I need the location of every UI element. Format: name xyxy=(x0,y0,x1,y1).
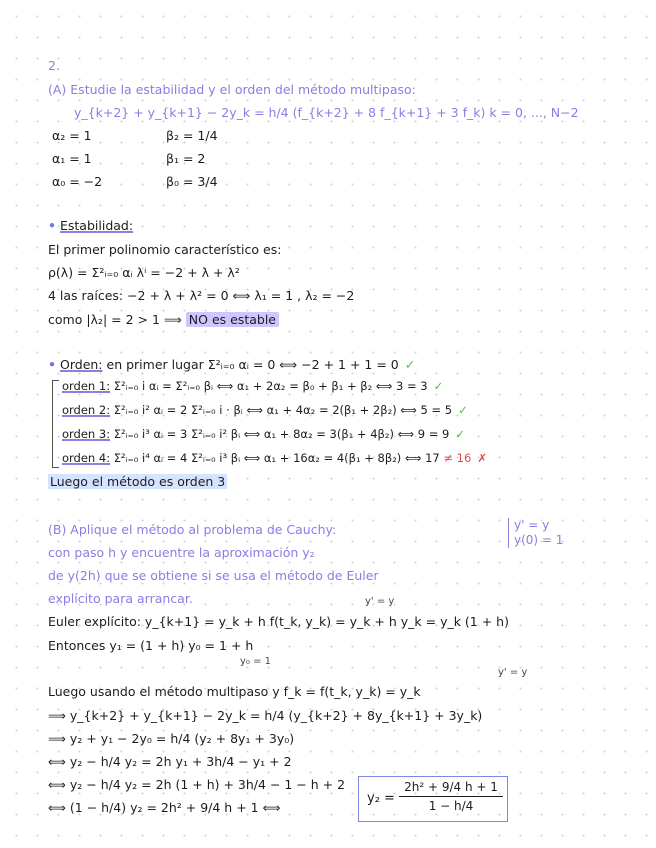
result-lhs: y₂ = xyxy=(367,791,395,806)
order-row-label: orden 3: xyxy=(62,427,111,441)
order-row-4 xyxy=(62,450,487,466)
order-row-label: orden 2: xyxy=(62,403,111,417)
bullet-icon: • xyxy=(48,218,56,233)
euler-annotation: y' = y xyxy=(365,596,395,607)
derivation-step-3: ⟺ y₂ − h/4 y₂ = 2h y₁ + 3h/4 − y₁ + 2 xyxy=(48,754,292,769)
check-icon: ✓ xyxy=(433,379,444,393)
alpha-0: α₀ = −2 xyxy=(52,174,103,189)
cross-icon: ✗ xyxy=(477,451,487,465)
derivation-step-2: ⟹ y₂ + y₁ − 2y₀ = h/4 (y₂ + 8y₁ + 3y₀) xyxy=(48,731,295,746)
final-result-box xyxy=(358,776,508,822)
stability-line-2: ρ(λ) = Σ²ᵢ₌₀ αᵢ λⁱ = −2 + λ + λ² xyxy=(48,265,240,280)
luego-line: Luego usando el método multipaso y f_k = f(t_k, y_k) = y_k xyxy=(48,684,421,699)
order-conclusion xyxy=(48,474,227,490)
order-heading-line xyxy=(48,357,415,373)
check-icon: ✓ xyxy=(404,357,416,372)
part-b-line-4: explícito para arrancar. xyxy=(48,591,193,606)
part-b-line-3: de y(2h) que se obtiene si se usa el método de Euler xyxy=(48,568,379,583)
problem-number: 2. xyxy=(48,58,60,73)
result-numerator: 2h² + 9/4 h + 1 xyxy=(399,780,503,797)
order-row-expr: Σ²ᵢ₌₀ i⁴ αᵢ = 4 Σ²ᵢ₌₀ i³ βᵢ ⟺ α₁ + 16α₂ = 4(β₁ + 8β₂) ⟺ 17 xyxy=(113,451,440,465)
derivation-step-4: ⟺ y₂ − h/4 y₂ = 2h (1 + h) + 3h/4 − 1 − h + 2 xyxy=(48,777,346,792)
not-stable-highlight: NO es estable xyxy=(186,312,279,327)
cauchy-system xyxy=(508,518,563,548)
order-row-label: orden 1: xyxy=(62,379,111,393)
order-row-1 xyxy=(62,378,443,394)
bullet-icon: • xyxy=(48,357,56,372)
order-row-2 xyxy=(62,402,468,418)
order-heading-label: Orden: xyxy=(60,357,103,372)
part-b-line-1: (B) Aplique el método al problema de Cauchy: xyxy=(48,522,337,537)
cauchy-initial-condition: y(0) = 1 xyxy=(514,533,564,547)
beta-0: β₀ = 3/4 xyxy=(166,174,218,189)
order-row-label: orden 4: xyxy=(62,451,111,465)
order-row-ne-tail: ≠ 16 xyxy=(443,451,472,465)
order-row-expr: Σ²ᵢ₌₀ i αᵢ = Σ²ᵢ₌₀ βᵢ ⟺ α₁ + 2α₂ = β₀ + β₁ + β₂ ⟺ 3 = 3 xyxy=(113,379,428,393)
euler-line: Euler explícito: y_{k+1} = y_k + h f(t_k, y_k) = y_k + h y_k = y_k (1 + h) xyxy=(48,614,509,629)
multistep-scheme: y_{k+2} + y_{k+1} − 2y_k = h/4 (f_{k+2} + 8 f_{k+1} + 3 f_k) k = 0, ..., N−2 xyxy=(74,105,579,120)
beta-1: β₁ = 2 xyxy=(166,151,206,166)
y0-annotation: y₀ = 1 xyxy=(240,656,272,667)
entonces-line: Entonces y₁ = (1 + h) y₀ = 1 + h xyxy=(48,638,254,653)
check-icon: ✓ xyxy=(455,427,465,441)
stability-heading-line xyxy=(48,218,133,234)
order-row-expr: Σ²ᵢ₌₀ i² αᵢ = 2 Σ²ᵢ₌₀ i · βᵢ ⟺ α₁ + 4α₂ = 2(β₁ + 2β₂) ⟺ 5 = 5 xyxy=(113,403,453,417)
stability-line-1: El primer polinomio característico es: xyxy=(48,242,282,257)
alpha-2: α₂ = 1 xyxy=(52,128,92,143)
alpha-1: α₁ = 1 xyxy=(52,151,92,166)
result-fraction xyxy=(399,780,503,813)
part-b-line-2: con paso h y encuentre la aproximación y₂ xyxy=(48,545,315,560)
order-bracket xyxy=(52,380,59,468)
fk-annotation: y' = y xyxy=(498,667,528,678)
cauchy-equation: y' = y xyxy=(514,518,550,532)
beta-2: β₂ = 1/4 xyxy=(166,128,218,143)
order-conclusion-text: Luego el método es orden 3 xyxy=(50,474,226,489)
stability-line-4 xyxy=(48,312,279,328)
result-denominator: 1 − h/4 xyxy=(428,799,474,813)
check-icon: ✓ xyxy=(458,403,468,417)
stability-heading: Estabilidad: xyxy=(60,218,134,233)
order-row-expr: Σ²ᵢ₌₀ i³ αᵢ = 3 Σ²ᵢ₌₀ i² βᵢ ⟺ α₁ + 8α₂ = 3(β₁ + 4β₂) ⟺ 9 = 9 xyxy=(113,427,450,441)
derivation-step-1: ⟹ y_{k+2} + y_{k+1} − 2y_k = h/4 (y_{k+2} + 8y_{k+1} + 3y_k) xyxy=(48,708,483,723)
stability-line-4-prefix: como |λ₂| = 2 > 1 ⟹ xyxy=(48,312,182,327)
part-a-statement: (A) Estudie la estabilidad y el orden del método multipaso: xyxy=(48,82,416,97)
stability-line-3: 4 las raíces: −2 + λ + λ² = 0 ⟺ λ₁ = 1 , λ₂ = −2 xyxy=(48,288,355,303)
order-heading-rest: en primer lugar Σ²ᵢ₌₀ αᵢ = 0 ⟺ −2 + 1 + 1 = 0 xyxy=(106,357,399,372)
derivation-step-5: ⟺ (1 − h/4) y₂ = 2h² + 9/4 h + 1 ⟺ xyxy=(48,800,281,815)
order-row-3 xyxy=(62,426,465,442)
